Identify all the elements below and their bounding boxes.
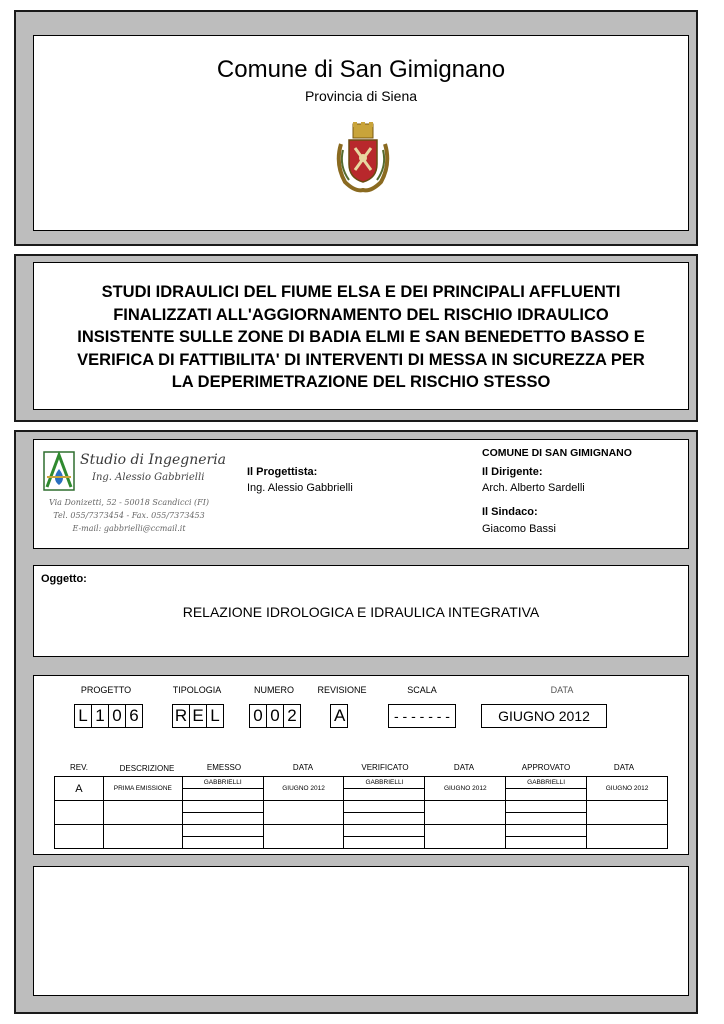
- table-row: [55, 801, 668, 813]
- emesso-header: EMESSO: [206, 763, 242, 772]
- verificato-cell: GABBRIELLI: [344, 777, 425, 789]
- approvato-header: APPROVATO: [521, 763, 571, 772]
- numero-code-cell: 0: [266, 704, 284, 728]
- revisione-label: REVISIONE: [317, 685, 367, 695]
- progetto-code-cell: 1: [91, 704, 109, 728]
- studio-address: Via Donizetti, 52 - 50018 Scandicci (FI): [48, 498, 209, 507]
- tipologia-code-cell: R: [172, 704, 190, 728]
- studio-email: E-mail: gabbrielli@ccmail.it: [72, 524, 186, 533]
- data-header: DATA: [453, 763, 475, 772]
- studio-name: Studio di Ingegneria: [80, 452, 227, 468]
- approvato-cell: GABBRIELLI: [506, 777, 587, 789]
- rev-cell: A: [55, 777, 104, 801]
- oggetto-value: RELAZIONE IDROLOGICA E IDRAULICA INTEGRATIVA: [182, 604, 540, 620]
- header-panel: [33, 35, 689, 231]
- study-title-line: LA DEPERIMETRAZIONE DEL RISCHIO STESSO: [171, 373, 551, 391]
- oggetto-label: Oggetto:: [41, 573, 87, 585]
- tipologia-code-cell: E: [189, 704, 207, 728]
- comune-heading: COMUNE DI SAN GIMIGNANO: [482, 447, 632, 459]
- tipologia-code-cell: L: [206, 704, 224, 728]
- scala-label: SCALA: [407, 685, 437, 695]
- verificato-header: VERIFICATO: [361, 763, 409, 772]
- study-title-line: FINALIZZATI ALL'AGGIORNAMENTO DEL RISCHIO IDRAULICO: [113, 305, 609, 324]
- signatories-panel: [33, 439, 689, 549]
- progetto-code-cell: 0: [108, 704, 126, 728]
- progetto-label: PROGETTO: [80, 685, 132, 695]
- data-cell: GIUGNO 2012: [425, 777, 506, 801]
- descrizione-header: DESCRIZIONE: [119, 764, 175, 773]
- dirigente-label: Il Dirigente:: [482, 466, 543, 478]
- emesso-cell: GABBRIELLI: [182, 777, 263, 789]
- tipologia-label: TIPOLOGIA: [172, 685, 222, 695]
- numero-code-cell: 0: [249, 704, 267, 728]
- data-header: DATA: [613, 763, 635, 772]
- studio-logo-icon: [43, 451, 75, 491]
- revisione-code-cell: A: [330, 704, 348, 728]
- data-code-cell: GIUGNO 2012: [481, 704, 607, 728]
- study-title-line: STUDI IDRAULICI DEL FIUME ELSA E DEI PRINCIPALI AFFLUENTI: [101, 283, 621, 301]
- descrizione-cell: PRIMA EMISSIONE: [103, 777, 182, 801]
- study-title-line: INSISTENTE SULLE ZONE DI BADIA ELMI E SAN BENEDETTO BASSO E: [77, 328, 645, 346]
- numero-label: NUMERO: [254, 685, 294, 695]
- studio-engineer: Ing. Alessio Gabbrielli: [92, 472, 205, 483]
- progettista-name: Ing. Alessio Gabbrielli: [247, 482, 353, 494]
- sindaco-name: Giacomo Bassi: [482, 523, 556, 535]
- page-subtitle: Provincia di Siena: [304, 88, 418, 104]
- table-row: [55, 777, 668, 789]
- study-title: [34, 281, 688, 394]
- studio-phone: Tel. 055/7373454 - Fax. 055/7373453: [53, 511, 205, 520]
- progetto-code-cell: 6: [125, 704, 143, 728]
- dirigente-name: Arch. Alberto Sardelli: [482, 482, 585, 494]
- data-header: DATA: [292, 763, 314, 772]
- page-title: Comune di San Gimignano: [216, 56, 506, 83]
- progettista-label: Il Progettista:: [247, 466, 318, 478]
- title-panel: [33, 262, 689, 410]
- numero-code-cell: 2: [283, 704, 301, 728]
- study-title-line: VERIFICA DI FATTIBILITA' DI INTERVENTI DI MESSA IN SICUREZZA PER: [77, 350, 645, 369]
- codes-panel: [33, 675, 689, 855]
- progetto-code-cell: L: [74, 704, 92, 728]
- sindaco-label: Il Sindaco:: [482, 506, 538, 518]
- rev-header: REV.: [70, 763, 88, 772]
- coat-of-arms-icon: [331, 120, 395, 196]
- data-cell: GIUGNO 2012: [587, 777, 668, 801]
- notes-panel: [33, 866, 689, 996]
- data-cell: GIUGNO 2012: [263, 777, 344, 801]
- scala-code-cell: - - - - - - -: [388, 704, 456, 728]
- data-label: DATA: [550, 685, 574, 695]
- oggetto-panel: [33, 565, 689, 657]
- revisions-table: [54, 776, 668, 849]
- table-row: [55, 825, 668, 837]
